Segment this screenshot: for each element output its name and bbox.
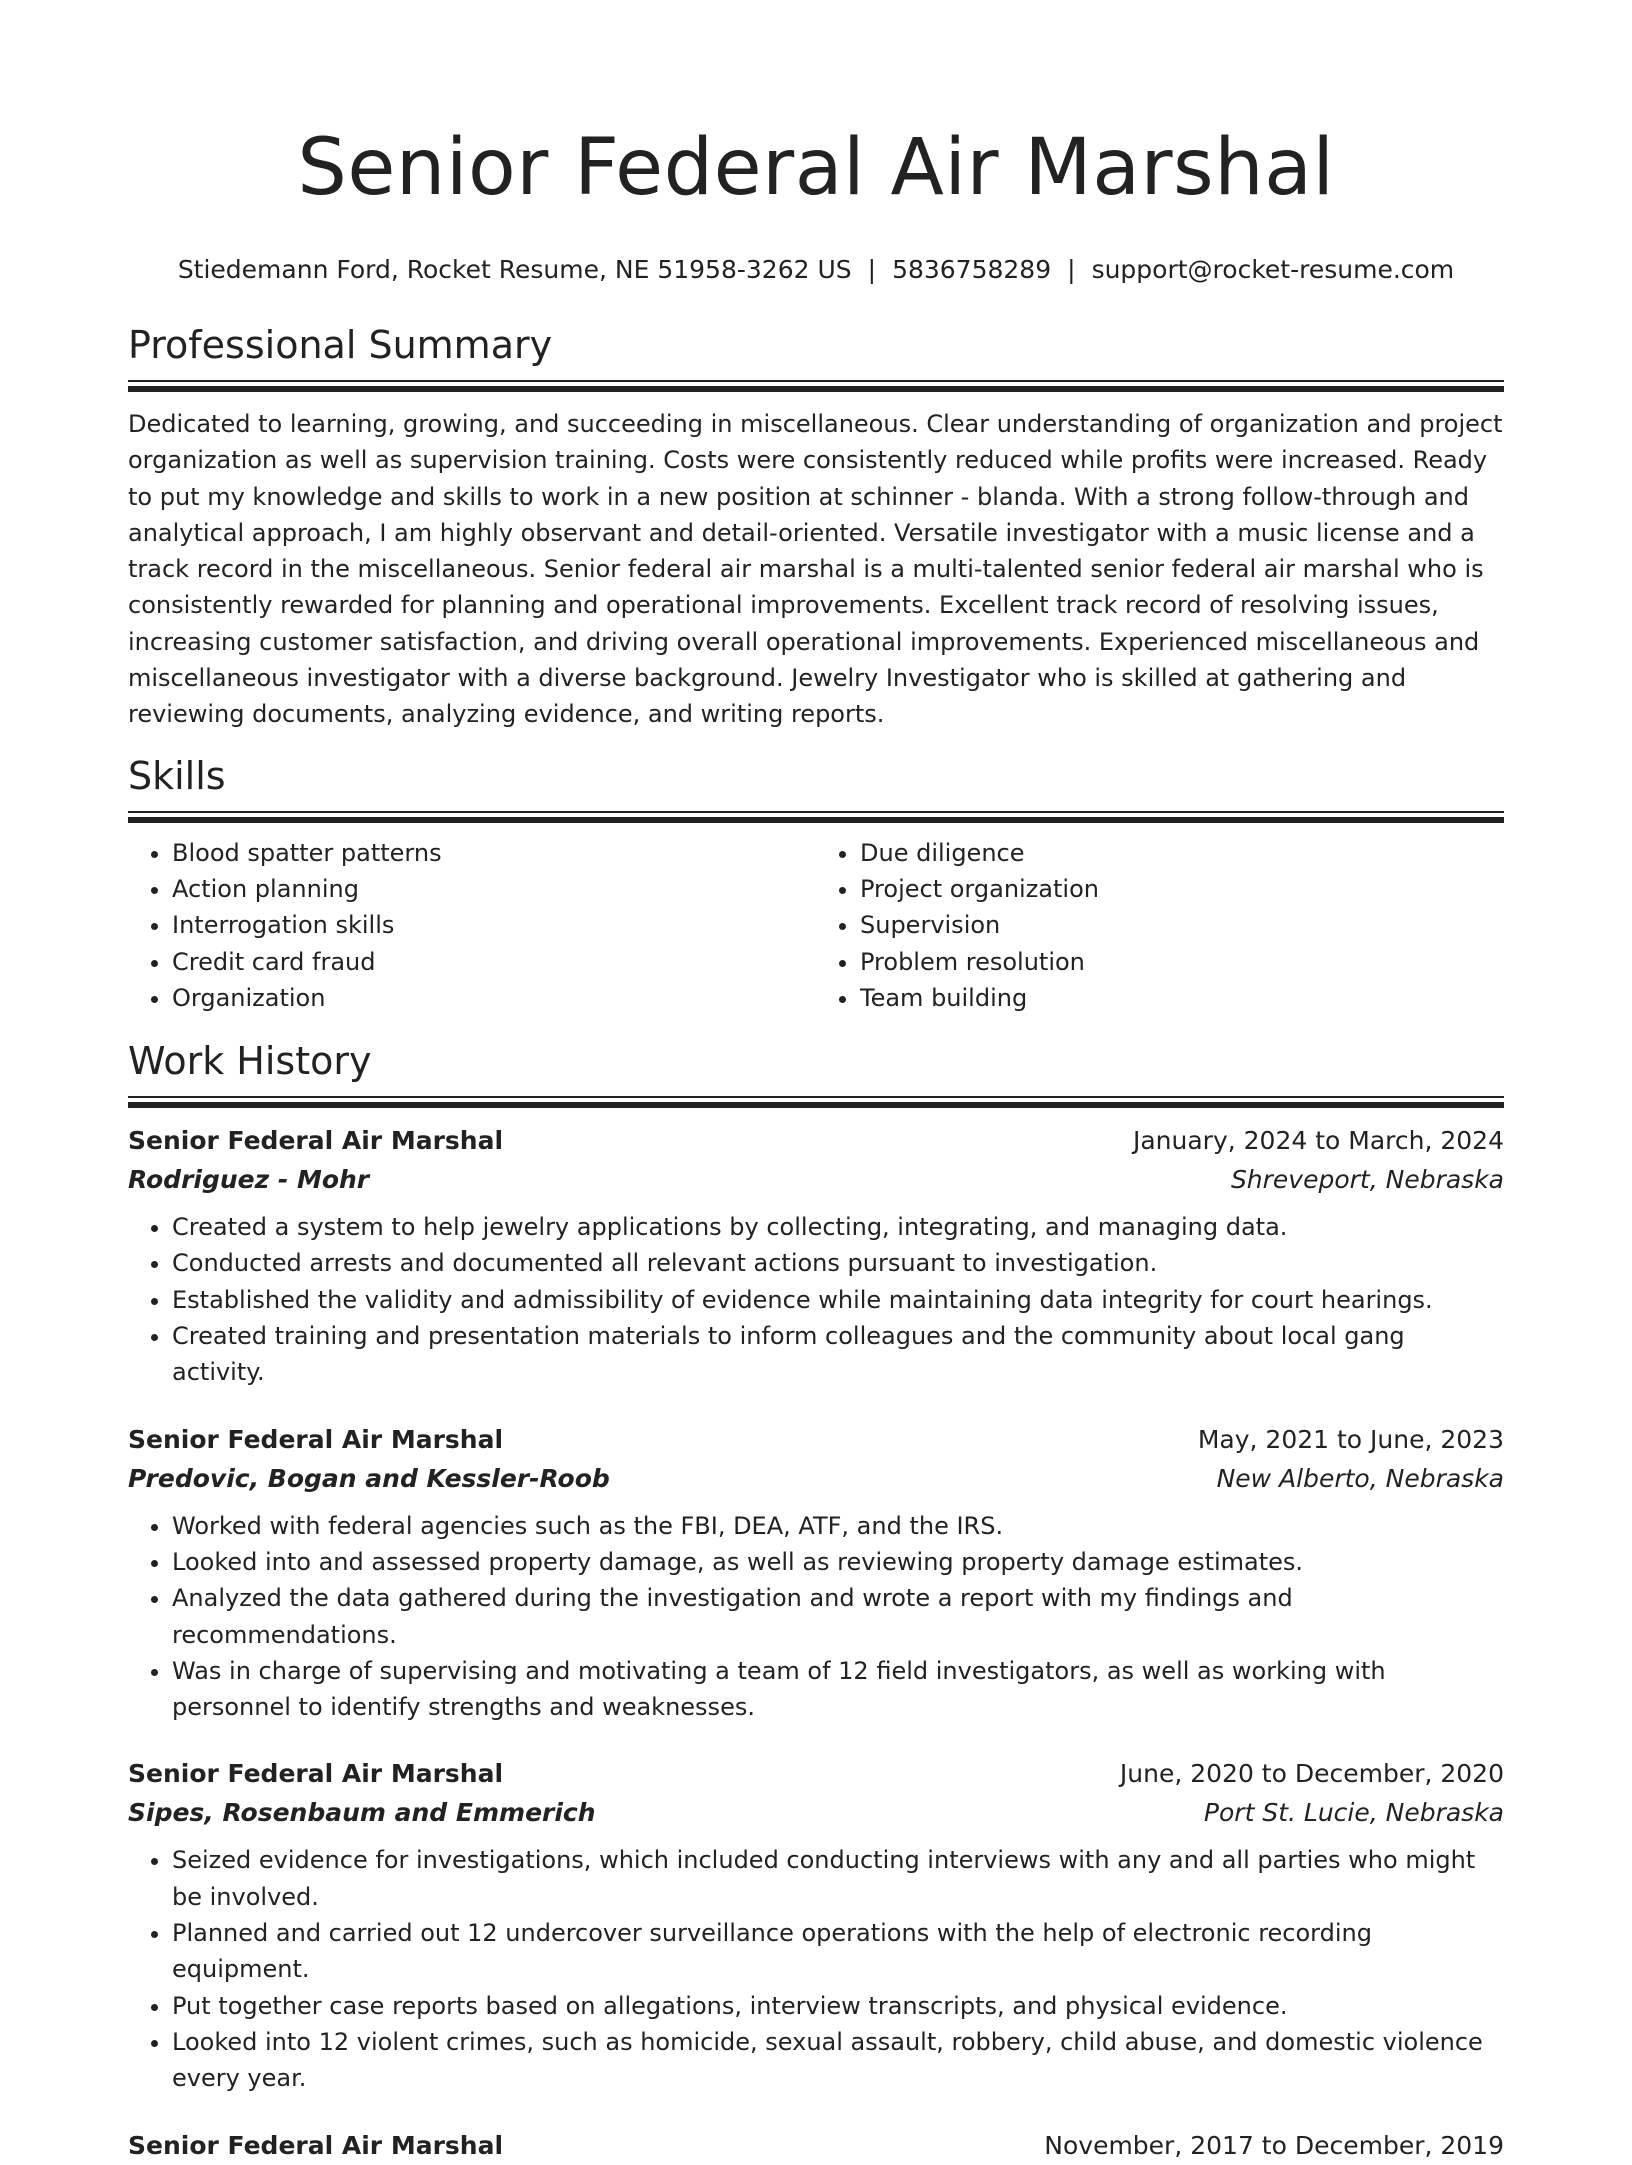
skills-column-right: [816, 835, 1504, 1016]
job-company: Sipes, Rosenbaum and Emmerich: [128, 1798, 596, 1828]
job-bullet: • Was in charge of supervising and motivating a team of 12 field investigators, as well as working with personnel to identify strengths and weaknesses.: [172, 1653, 1504, 1726]
skills-list: [128, 835, 1504, 1016]
skill-item: • Credit card fraud: [172, 944, 816, 980]
job-bullet: • Looked into 12 violent crimes, such as homicide, sexual assault, robbery, child abuse, and domestic violence every year.: [172, 2024, 1504, 2097]
contact-phone: 5836758289: [892, 255, 1052, 284]
section-divider-thick: [128, 386, 1504, 392]
work-history-section: [128, 1038, 1504, 2164]
skills-heading: Skills: [128, 753, 226, 798]
skill-item: • Problem resolution: [860, 944, 1504, 980]
job-company: Predovic, Bogan and Kessler-Roob: [128, 1463, 610, 1493]
summary-text: Dedicated to learning, growing, and succeeding in miscellaneous. Clear understanding of organization and project organization as well as supervision training. Costs were consistently reduced while profits were increased. Ready to put my knowledge and skills to work in a new position at schinner - blanda. With a strong follow-through and analytical approach, I am highly observant and detail-oriented. Versatile investigator with a music license and a track record in the miscellaneous. Senior federal air marshal is a multi-talented senior federal air marshal who is consistently rewarded for planning and operational improvements. Excellent track record of resolving issues, increasing customer satisfaction, and driving overall operational improvements. Experienced miscellaneous and miscellaneous investigator with a diverse background. Jewelry Investigator who is skilled at gathering and reviewing documents, analyzing evidence, and writing reports.: [128, 410, 1503, 729]
section-divider-thick: [128, 817, 1504, 823]
job-entry: [128, 1122, 1504, 1390]
job-location: Port St. Lucie, Nebraska: [1203, 1798, 1504, 1828]
contact-address: Stiedemann Ford, Rocket Resume, NE 51958-3262 US: [177, 255, 852, 284]
job-bullet: • Established the validity and admissibility of evidence while maintaining data integrity for court hearings.: [172, 1282, 1504, 1318]
skill-item: • Due diligence: [860, 835, 1504, 871]
contact-separator: |: [867, 255, 877, 284]
candidate-name: Senior Federal Air Marshal: [297, 123, 1335, 213]
skill-item: • Blood spatter patterns: [172, 835, 816, 871]
summary-heading: Professional Summary: [128, 323, 553, 367]
job-location: Shreveport, Nebraska: [1230, 1165, 1504, 1195]
job-subheader: [128, 1794, 1504, 1832]
job-entry: [128, 2127, 1504, 2165]
job-bullet: • Created a system to help jewelry applications by collecting, integrating, and managing data.: [172, 1209, 1504, 1245]
summary-section: [128, 322, 1504, 733]
job-bullet: • Worked with federal agencies such as the FBI, DEA, ATF, and the IRS.: [172, 1508, 1504, 1544]
job-header: [128, 1421, 1504, 1459]
contact-email: support@rocket-resume.com: [1091, 255, 1455, 284]
job-entry: [128, 1755, 1504, 2096]
job-bullet: • Analyzed the data gathered during the investigation and wrote a report with my findings and recommendations.: [172, 1580, 1504, 1653]
skills-section: [128, 753, 1504, 1016]
section-divider: [128, 380, 1504, 382]
skill-item: • Action planning: [172, 871, 816, 907]
skills-column-left: [128, 835, 816, 1016]
job-bullet: • Created training and presentation materials to inform colleagues and the community about local gang activity.: [172, 1318, 1504, 1391]
job-bullet: • Seized evidence for investigations, which included conducting interviews with any and all parties who might be involved.: [172, 1842, 1504, 1915]
job-bullets: [128, 1209, 1504, 1390]
job-location: New Alberto, Nebraska: [1216, 1463, 1504, 1493]
job-bullets: [128, 1508, 1504, 1726]
work-history-heading: Work History: [128, 1039, 372, 1084]
skill-item: • Supervision: [860, 907, 1504, 943]
job-title: Senior Federal Air Marshal: [128, 2130, 504, 2160]
job-bullet: • Conducted arrests and documented all relevant actions pursuant to investigation.: [172, 1245, 1504, 1281]
job-title: Senior Federal Air Marshal: [128, 1424, 504, 1454]
job-entry: [128, 1421, 1504, 1726]
section-divider: [128, 811, 1504, 813]
contact-line: [128, 254, 1504, 286]
job-subheader: [128, 1161, 1504, 1199]
job-header: [128, 1122, 1504, 1160]
job-bullet: • Looked into and assessed property damage, as well as reviewing property damage estimates.: [172, 1544, 1504, 1580]
job-dates: January, 2024 to March, 2024: [1132, 1126, 1504, 1156]
contact-separator: |: [1067, 255, 1076, 284]
job-dates: November, 2017 to December, 2019: [1044, 2130, 1504, 2160]
job-title: Senior Federal Air Marshal: [128, 1126, 504, 1156]
skill-item: • Organization: [172, 980, 816, 1016]
job-dates: May, 2021 to June, 2023: [1197, 1424, 1504, 1454]
job-bullet: • Put together case reports based on allegations, interview transcripts, and physical evidence.: [172, 1988, 1504, 2024]
section-divider: [128, 1096, 1504, 1098]
job-header: [128, 1755, 1504, 1793]
skill-item: • Team building: [860, 980, 1504, 1016]
section-divider-thick: [128, 1102, 1504, 1108]
job-bullet: • Planned and carried out 12 undercover surveillance operations with the help of electronic recording equipment.: [172, 1915, 1504, 1988]
job-header: [128, 2127, 1504, 2165]
skill-item: • Interrogation skills: [172, 907, 816, 943]
job-dates: June, 2020 to December, 2020: [1119, 1759, 1504, 1789]
job-subheader: [128, 1460, 1504, 1498]
job-bullets: [128, 1842, 1504, 2096]
skill-item: • Project organization: [860, 871, 1504, 907]
job-company: Rodriguez - Mohr: [128, 1165, 370, 1195]
job-title: Senior Federal Air Marshal: [128, 1759, 504, 1789]
